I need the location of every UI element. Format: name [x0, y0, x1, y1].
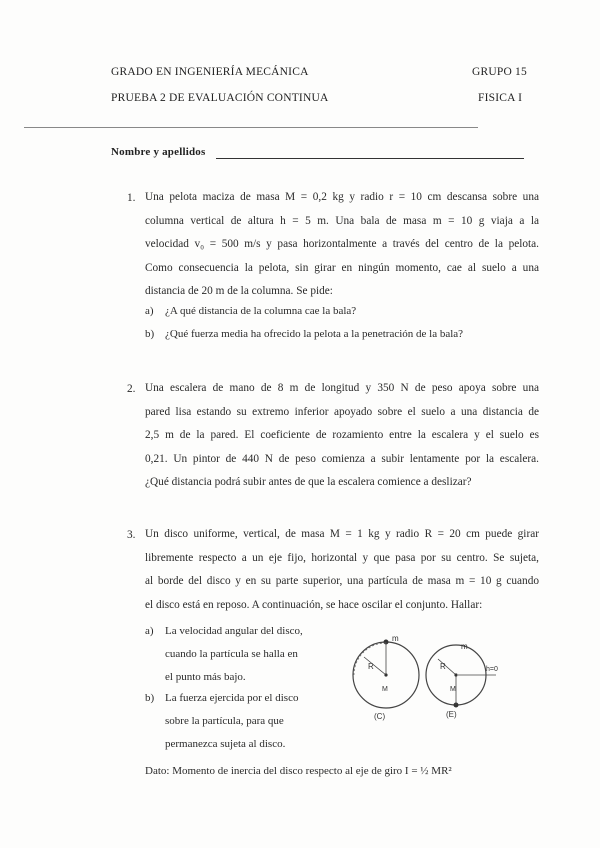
problem-3-question-a	[145, 620, 325, 689]
problem-2-line: Una escalera de mano de 8 m de longitud y 350 N de peso apoya sobre una	[145, 382, 539, 394]
problem-1-question-a	[145, 300, 356, 323]
question-label: a)	[145, 305, 154, 317]
problem-1-line: distancia de 20 m de la columna. Se pide:	[145, 285, 333, 297]
right-caption: (E)	[446, 710, 457, 719]
question-text: cuando la partícula se halla en	[165, 648, 298, 660]
question-text: el punto más bajo.	[165, 671, 246, 683]
right-r-label: R	[440, 662, 446, 671]
question-text: ¿Qué fuerza media ha ofrecido la pelota a la penetración de la bala?	[165, 328, 464, 340]
question-text: La fuerza ejercida por el disco	[165, 692, 299, 704]
problem-2-statement	[145, 377, 539, 495]
course-label: FISICA I	[478, 92, 523, 104]
inertia-note: Dato: Momento de inercia del disco respecto al eje de giro I = ½ MR²	[145, 765, 452, 777]
problem-2-number: 2.	[127, 383, 136, 395]
problem-1-line: columna vertical de altura h = 5 m. Una bala de masa m = 10 g viaja a la	[145, 214, 539, 227]
left-caption: (C)	[374, 712, 386, 721]
problem-3-line: el disco está en reposo. A continuación, se hace oscilar el conjunto. Hallar:	[145, 598, 483, 611]
problem-3-statement	[145, 523, 539, 617]
exam-title: PRUEBA 2 DE EVALUACIÓN CONTINUA	[111, 92, 329, 104]
left-r-label: R	[368, 662, 374, 671]
problem-3-line: libremente respecto a un eje fijo, horizontal y que pasa por su centro. Se sujeta,	[145, 551, 539, 564]
problem-1-statement	[145, 186, 539, 304]
problem-3-question-b	[145, 687, 325, 756]
problem-3-number: 3.	[127, 529, 136, 541]
question-label: b)	[145, 328, 155, 340]
question-text: ¿A qué distancia de la columna cae la bala?	[165, 305, 357, 317]
problem-1-question-b	[145, 323, 463, 346]
name-label[interactable]: Nombre y apellidos	[111, 146, 206, 158]
h0-label: h=0	[486, 666, 498, 673]
problem-2-line: ¿Qué distancia podrá subir antes de que la escalera comience a deslizar?	[145, 476, 472, 488]
problem-1-line: velocidad v₀ = 500 m/s y pasa horizontalmente a través del centro de la pelota.	[145, 238, 539, 250]
problem-1-line: Una pelota maciza de masa M = 0,2 kg y radio r = 10 cm descansa sobre una	[145, 191, 539, 203]
group-label: GRUPO 15	[472, 66, 527, 78]
problem-2-line: pared lisa estando su extremo inferior apoyado sobre el suelo a una distancia de	[145, 405, 539, 418]
name-field-line[interactable]	[216, 158, 524, 159]
problem-1-line: Como consecuencia la pelota, sin girar en ningún momento, cae al suelo a una	[145, 261, 539, 274]
right-center	[454, 673, 457, 676]
question-text: permanezca sujeta al disco.	[165, 738, 286, 750]
right-m-label: m	[461, 642, 468, 651]
problem-3-line: al borde del disco y en su parte superior, una partícula de masa m = 10 g cuando	[145, 575, 539, 587]
header-divider	[24, 127, 478, 128]
left-m-center-label: M	[382, 686, 388, 693]
question-label: b)	[145, 692, 155, 704]
degree-title: GRADO EN INGENIERÍA MECÁNICA	[111, 66, 309, 78]
question-text: sobre la partícula, para que	[165, 715, 284, 727]
problem-1-number: 1.	[127, 192, 136, 204]
problem-2-line: 0,21. Un pintor de 440 N de peso comienza a subir lentamente por la escalera.	[145, 452, 539, 465]
problem-2-line: 2,5 m de la pared. El coeficiente de rozamiento entre la escalera y el suelo es	[145, 429, 539, 441]
question-label: a)	[145, 625, 154, 637]
right-m-center-label: M	[450, 686, 456, 693]
left-m-label: m	[392, 635, 399, 643]
left-center	[384, 673, 387, 676]
problem-3-line: Un disco uniforme, vertical, de masa M = 1 kg y radio R = 20 cm puede girar	[145, 528, 539, 540]
disc-figure	[346, 635, 516, 725]
question-text: La velocidad angular del disco,	[165, 625, 303, 637]
